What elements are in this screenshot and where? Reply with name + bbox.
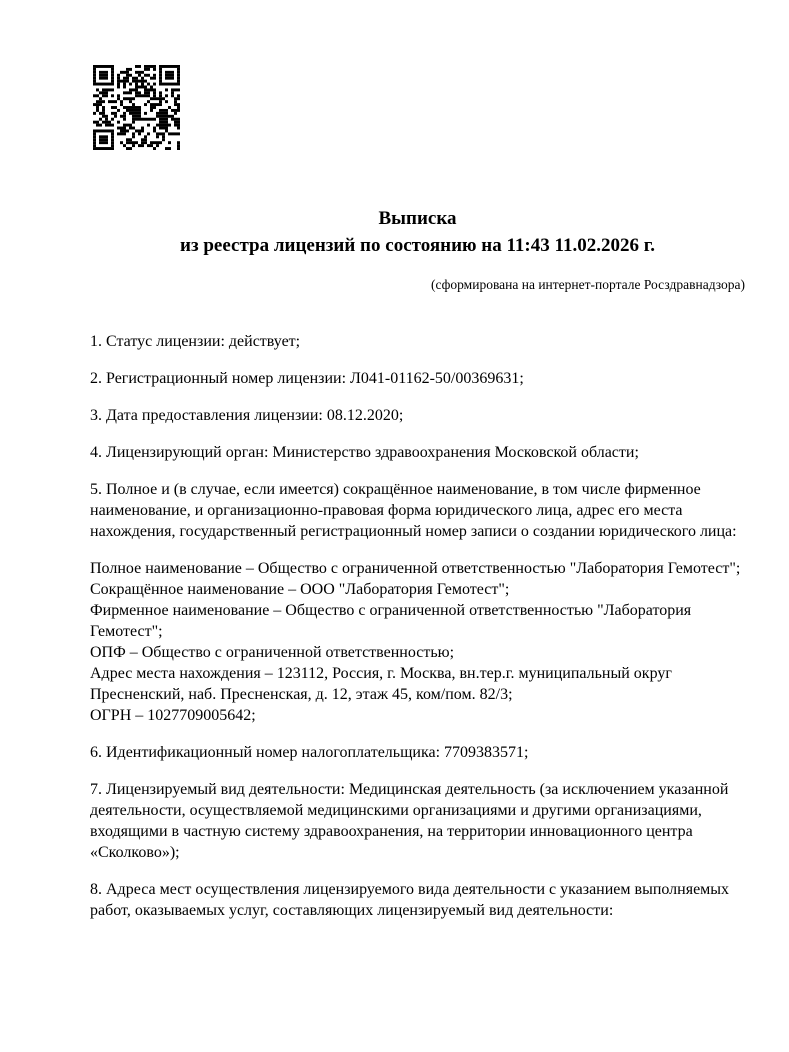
item-5-heading: 5. Полное и (в случае, если имеется) сокращённое наименование, в том числе фирменное наименование, и организационно-правовая форма юридического лица, адрес его места нахождения, государственный регистрационный номер записи о создании юридического лица: — [90, 481, 737, 540]
document-title-line-1: Выписка — [378, 208, 457, 229]
document-body — [90, 331, 745, 937]
activity-addresses-heading: 8. Адреса мест осуществления лицензируемого вида деятельности с указанием выполняемых работ, оказываемых услуг, составляющих лицензируемый вид деятельности: — [90, 881, 730, 919]
taxpayer-id: 6. Идентификационный номер налогоплательщика: 7709383571; — [90, 744, 529, 761]
document-title — [90, 205, 745, 259]
document-subtitle: (сформирована на интернет-портале Росздравнадзора) — [430, 277, 745, 292]
name-block-line: Фирменное наименование – Общество с ограниченной ответственностью "Лаборатория Гемотест"; — [90, 602, 692, 640]
document-title-line-2: из реестра лицензий по состоянию на 11:43 11.02.2026 г. — [180, 235, 655, 256]
licensed-activity: 7. Лицензируемый вид деятельности: Медицинская деятельность (за исключением указанной деятельности, осуществляемой медицинскими организациями и другими организациями, входящими в частную систему здравоохранения, на территории инновационного центра «Сколково»); — [90, 781, 729, 861]
legal-entity-details — [90, 558, 745, 726]
name-block-line: ОПФ – Общество с ограниченной ответственностью; — [90, 644, 455, 661]
qr-code — [93, 65, 180, 150]
licensing-authority: 4. Лицензирующий орган: Министерство здравоохранения Московской области; — [90, 444, 639, 461]
name-block-line: ОГРН – 1027709005642; — [90, 707, 256, 724]
name-block-line: Адрес места нахождения – 123112, Россия, г. Москва, вн.тер.г. муниципальный округ Пресненский, наб. Пресненская, д. 12, этаж 45, ком/пом. 82/3; — [90, 665, 672, 703]
name-block-line: Полное наименование – Общество с ограниченной ответственностью "Лаборатория Гемотест"; — [90, 560, 741, 577]
license-status: 1. Статус лицензии: действует; — [90, 333, 301, 350]
name-block-line: Сокращённое наименование – ООО "Лаборатория Гемотест"; — [90, 581, 510, 598]
license-number: 2. Регистрационный номер лицензии: Л041-01162-50/00369631; — [90, 370, 524, 387]
license-date: 3. Дата предоставления лицензии: 08.12.2020; — [90, 407, 404, 424]
